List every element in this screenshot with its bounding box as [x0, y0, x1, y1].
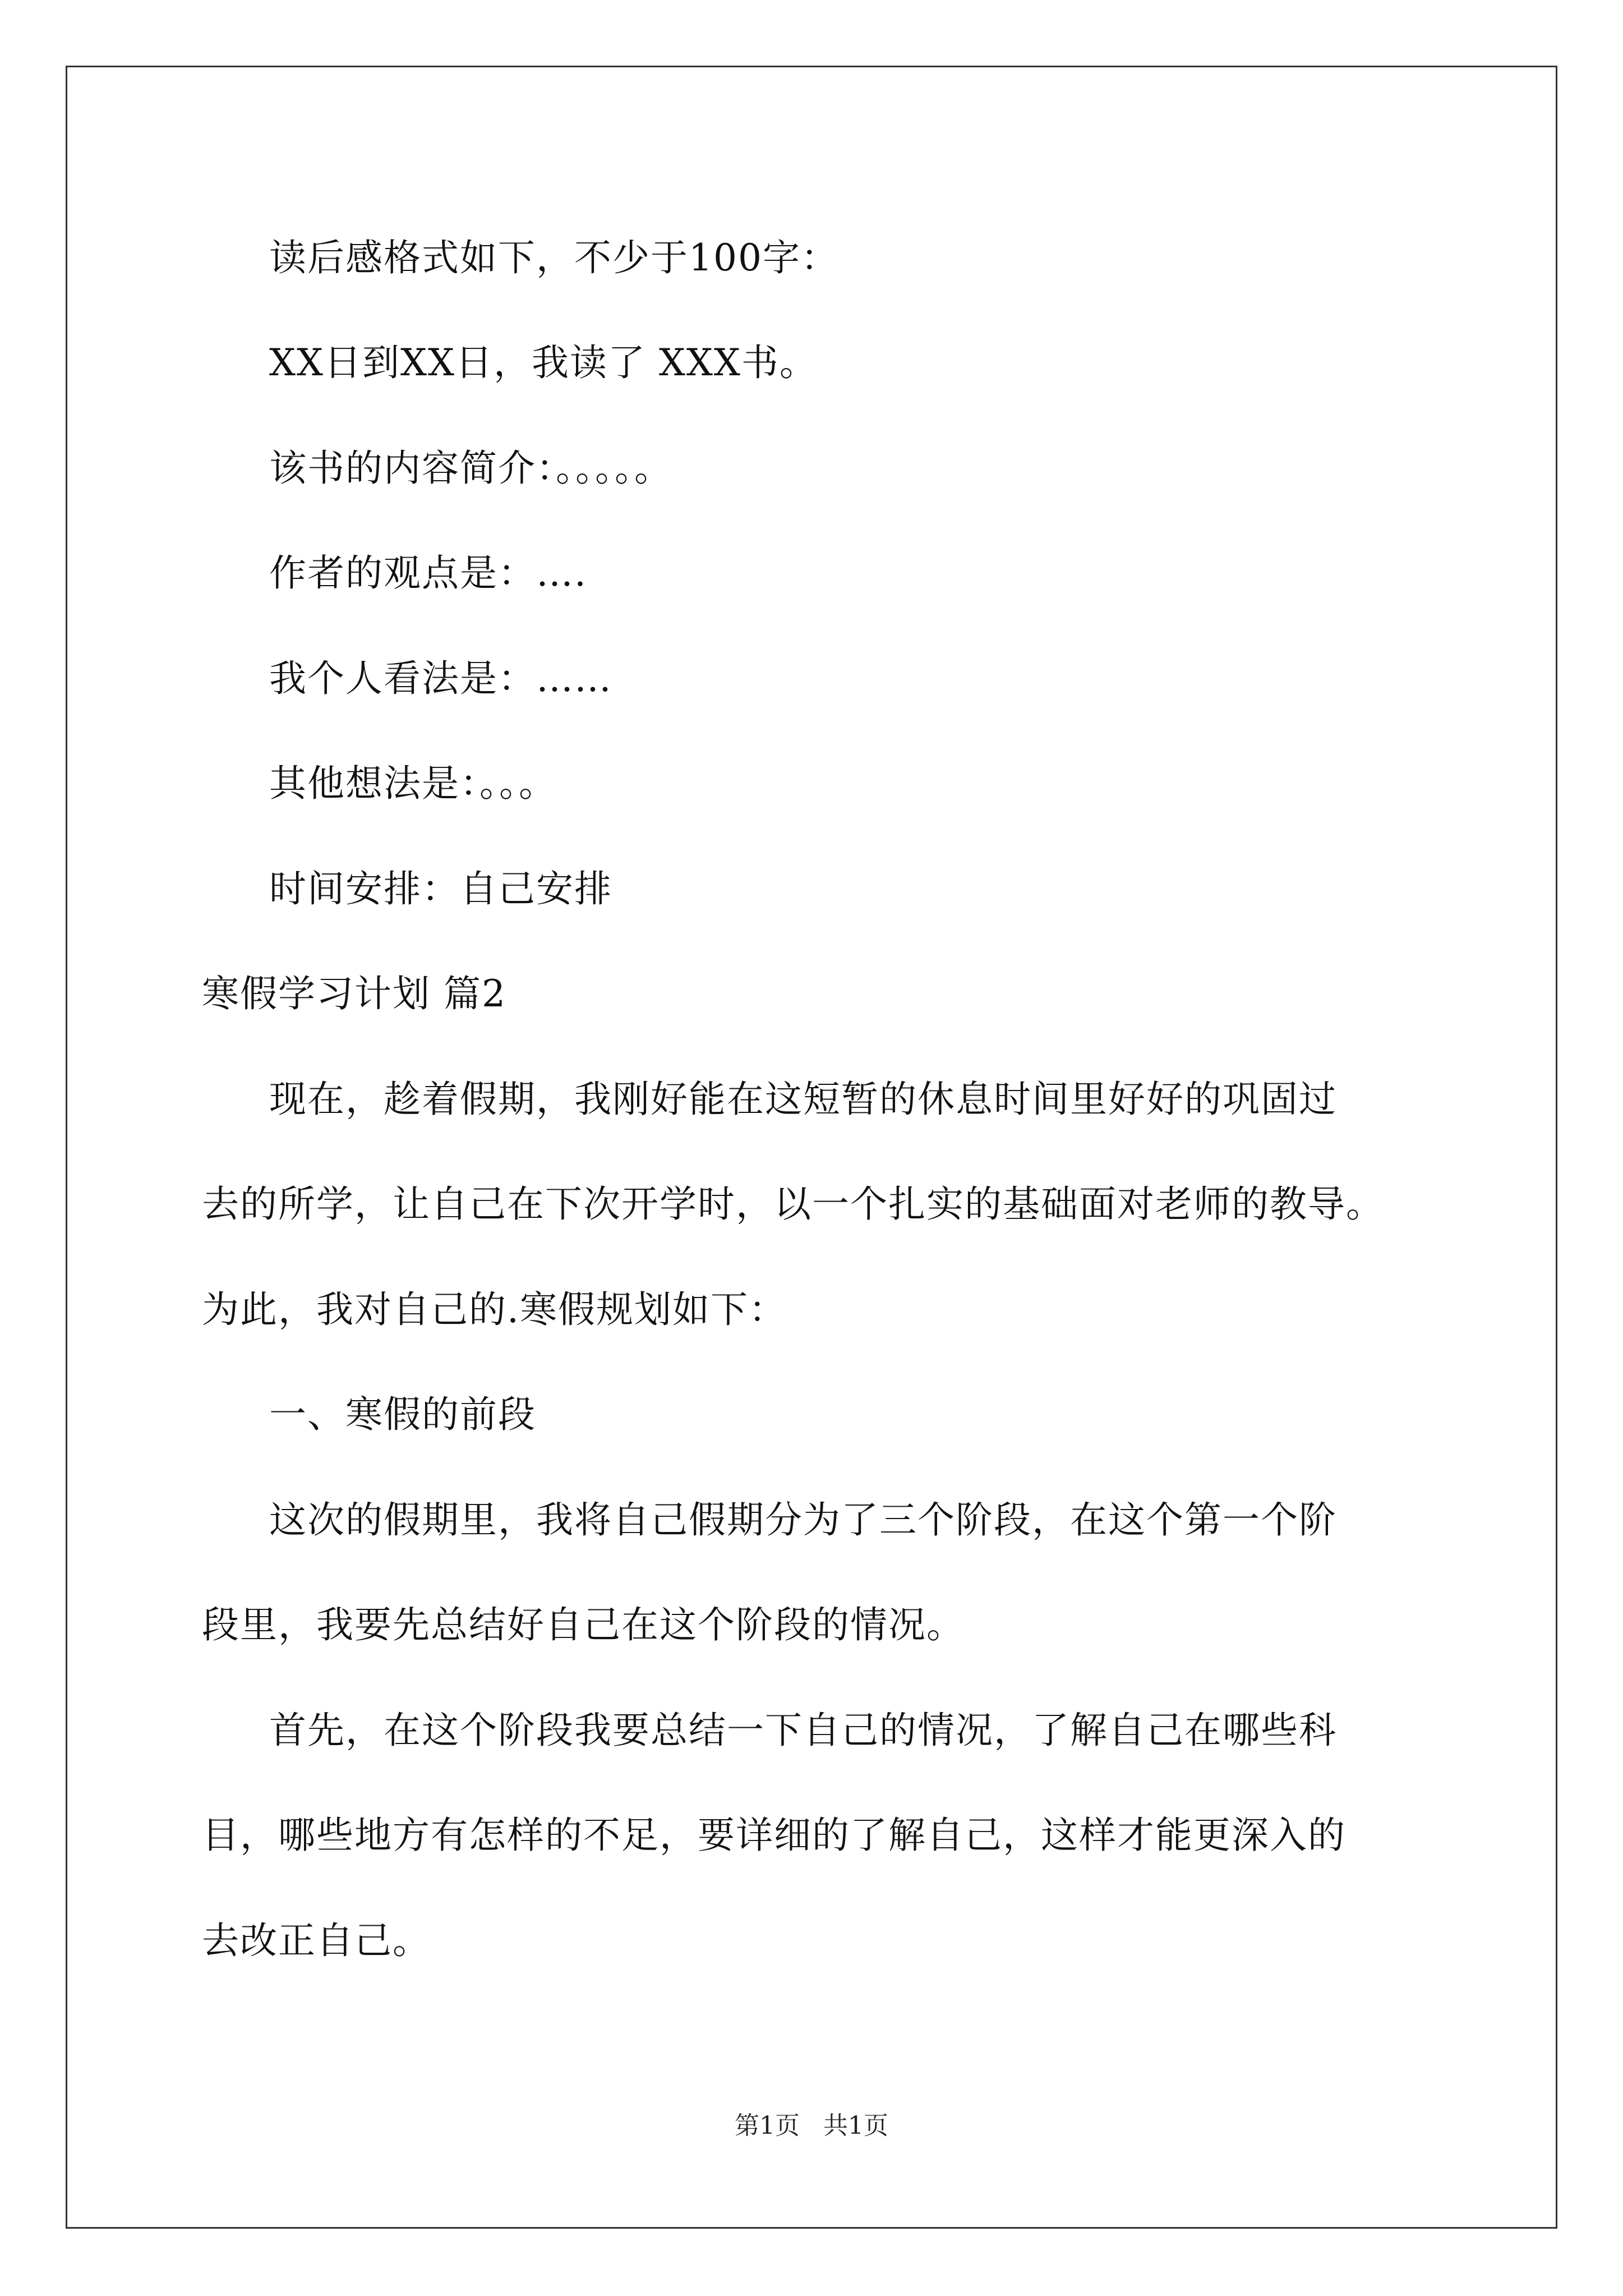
section-heading: 寒假学习计划 篇2 — [202, 972, 506, 1015]
page-footer: 第1页 共1页 — [735, 2111, 888, 2140]
page-frame — [66, 66, 1557, 2229]
body-line: 段里，我要先总结好自己在这个阶段的情况。 — [202, 1603, 965, 1646]
body-line: 这次的假期里，我将自己假期分为了三个阶段，在这个第一个阶 — [269, 1498, 1337, 1542]
body-line: 去改正自己。 — [202, 1919, 431, 1962]
body-line: 作者的观点是：…. — [269, 551, 587, 595]
body-line: 首先，在这个阶段我要总结一下自己的情况，了解自己在哪些科 — [269, 1709, 1337, 1752]
body-line: 现在，趁着假期，我刚好能在这短暂的休息时间里好好的巩固过 — [269, 1078, 1337, 1121]
body-line: 读后感格式如下，不少于100字： — [269, 236, 839, 279]
body-line: 为此，我对自己的.寒假规划如下： — [202, 1288, 787, 1331]
body-line: 其他想法是：。。。 — [269, 762, 557, 805]
body-line: 去的所学，让自己在下次开学时，以一个扎实的基础面对老师的教导。 — [202, 1182, 1384, 1226]
body-line: 一、寒假的前段 — [269, 1393, 536, 1436]
body-line: 该书的内容简介：。。。。。 — [269, 447, 672, 490]
body-line: XX日到XX日，我读了 XXX书。 — [269, 341, 818, 384]
body-line: 我个人看法是：…… — [269, 657, 612, 700]
body-line: 时间安排：自己安排 — [269, 867, 612, 910]
document-body — [67, 67, 1556, 2227]
body-line: 目，哪些地方有怎样的不足，要详细的了解自己，这样才能更深入的 — [202, 1814, 1346, 1857]
